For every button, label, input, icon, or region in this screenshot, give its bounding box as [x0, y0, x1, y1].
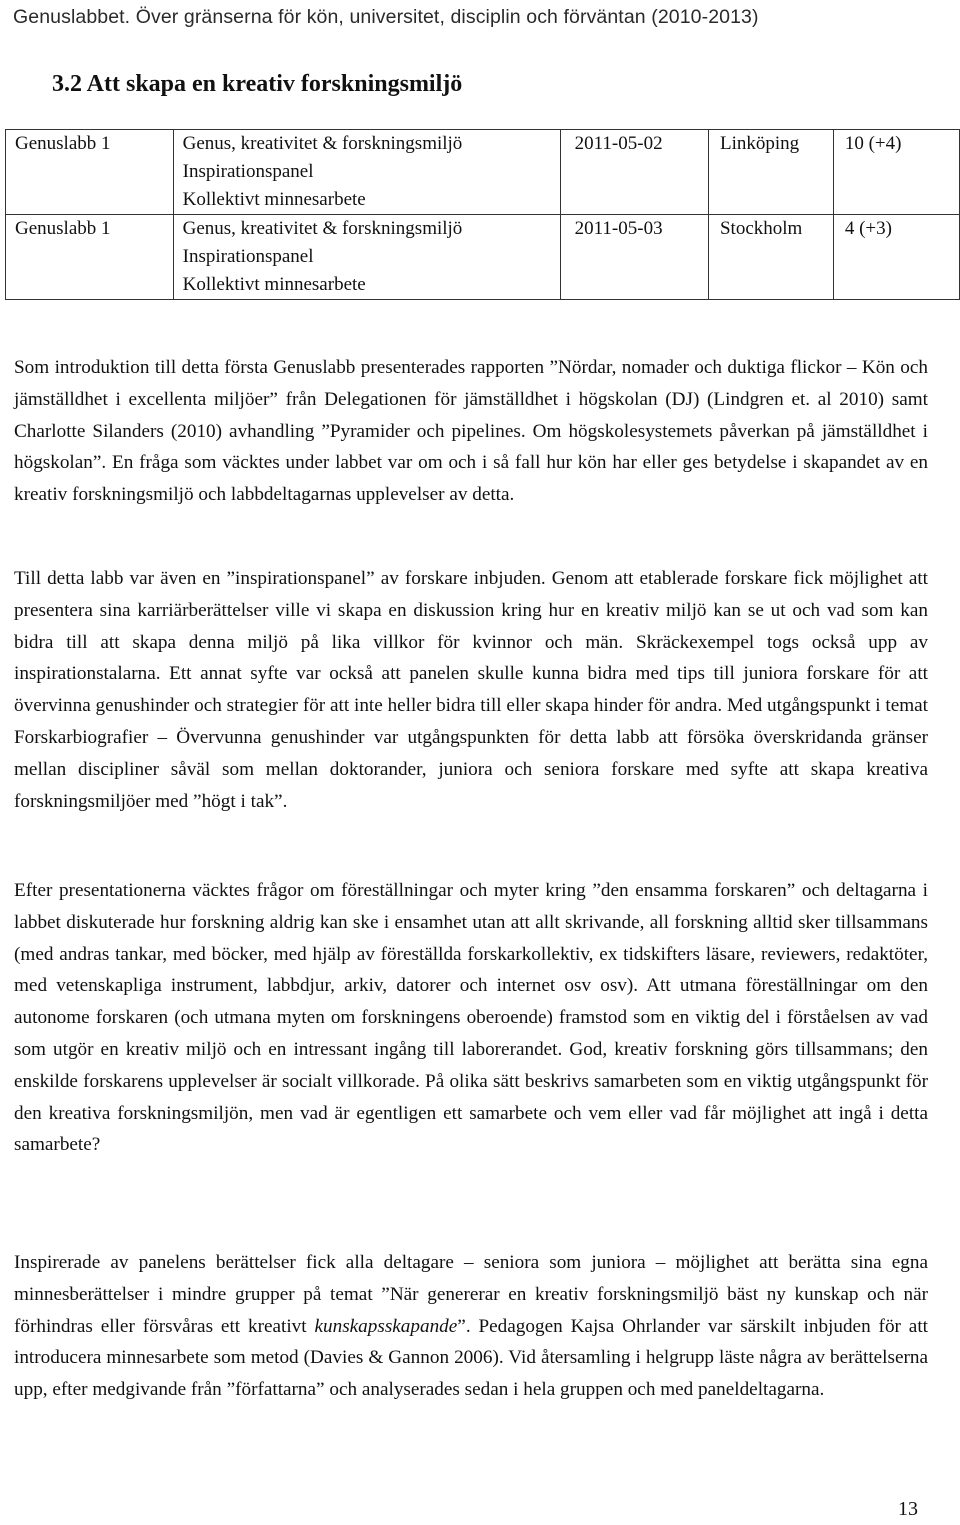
topic-cell — [173, 130, 560, 215]
participants-cell: 4 (+3) — [833, 215, 959, 300]
section-title: 3.2 Att skapa en kreativ forskningsmiljö — [52, 71, 463, 97]
table-row — [6, 215, 960, 300]
paragraph-3 — [14, 875, 928, 1161]
paragraph-text: Som introduktion till detta första Genuslabb presenterades rapporten ”Nördar, nomader och duktiga flickor – Kön och jämställdhet i excellenta miljöer” från Delegationen för jämställdhet i högskolan (DJ) (Lindgren et. al 2010) samt Charlotte Silanders (2010) avhandling ”Pyramider och pipelines. Om högskolesystemets påverkan på jämställdhet i högskolan”. En fråga som väcktes under labbet var om och i så fall hur kön har eller ges betydelse i skapandet av en kreativ forskningsmiljö och labbdeltagarnas upplevelser av detta. — [14, 357, 928, 506]
topic-line: Inspirationspanel — [182, 161, 314, 182]
emphasized-term: kunskapsskapande — [314, 1315, 458, 1337]
date-cell: 2011-05-02 — [560, 130, 708, 215]
paragraph-4 — [14, 1247, 928, 1406]
paragraph-text: Efter presentationerna väcktes frågor om föreställningar och myter kring ”den ensamma forskaren” och deltagarna i labbet diskuterade hur forskning aldrig kan ske i ensamhet utan att allt skrivande, all forskning alltid sker tillsammans (med andras tankar, med böcker, med hjälp av föreställda forskarkollektiv, ex tidskifters läsare, reviewers, redaktöter, med vetenskapliga instrument, labbdjur, arkiv, datorer och internet osv osv). Att utmana föreställningar om den autonome forskaren (och utmana myten om forskningens oberoende) framstod som en viktig del i förståelsen av vad som utgör en kreativ miljö och en intressant ingång till laborerandet. God, kreativ forskning görs tillsammans; den enskilde forskarens upplevelser är socialt villkorade. På olika sätt beskrivs samarbeten som en viktig utgångspunkt för den kreativa forskningsmiljön, men vad är egentligen ett samarbete och vem eller vad får möjlighet att ingå i detta samarbete? — [14, 880, 928, 1156]
topic-line: Kollektivt minnesarbete — [182, 274, 366, 295]
paragraph-2 — [14, 563, 928, 817]
paragraph-text-part: Inspirerade av panelens berättelser fick alla deltagare – seniora som juniora – möjlighet att berätta sina egna minnesberättelser i mindre grupper på temat ”När genererar en kreativ forskningsmiljö bäst ny kunskap och när förhindras eller försvåras ett kreativt — [14, 1252, 928, 1337]
date-cell: 2011-05-03 — [560, 215, 708, 300]
paragraph-text — [14, 1247, 928, 1406]
lab-cell: Genuslabb 1 — [6, 215, 174, 300]
topic-line: Genus, kreativitet & forskningsmiljö — [182, 133, 463, 154]
topic-line: Genus, kreativitet & forskningsmiljö — [182, 218, 463, 239]
events-table — [5, 129, 960, 300]
participants-cell: 10 (+4) — [833, 130, 959, 215]
paragraph-text-part: ”. Pedagogen Kajsa Ohrlander var särskilt inbjuden för att introducera minnesarbete som metod (Davies & Gannon 2006). Vid återsamling i helgrupp läste några av berättelserna upp, efter medgivande från ”författarna” och analyserades sedan i hela gruppen och med paneldeltagarna. — [14, 1315, 928, 1401]
page-number: 13 — [898, 1498, 918, 1520]
topic-line: Inspirationspanel — [182, 246, 314, 267]
city-cell: Linköping — [708, 130, 833, 215]
paragraph-1 — [14, 352, 928, 511]
table-row — [6, 130, 960, 215]
topic-cell — [173, 215, 560, 300]
lab-cell: Genuslabb 1 — [6, 130, 174, 215]
topic-line: Kollektivt minnesarbete — [182, 189, 366, 210]
paragraph-text: Till detta labb var även en ”inspirationspanel” av forskare inbjuden. Genom att etablerade forskare fick möjlighet att presentera sina karriärberättelser ville vi skapa en diskussion kring hur en kreativ miljö kan se ut och vad som kan bidra till att skapa denna miljö på lika villkor för kvinnor och män. Skräckexempel togs också upp av inspirationstalarna. Ett annat syfte var också att panelen skulle kunna bidra med tips till juniora forskare för att övervinna genushinder och strategier för att inte heller bidra till eller skapa hinder för andra. Med utgångspunkt i temat Forskarbiografier – Övervunna genushinder var utgångspunkten för detta labb att försöka överskridanda gränser mellan discipliner såväl som mellan doktorander, juniora och seniora forskare med syfte att skapa kreativa forskningsmiljöer med ”högt i tak”. — [14, 568, 928, 812]
city-cell: Stockholm — [708, 215, 833, 300]
running-header: Genuslabbet. Över gränserna för kön, universitet, disciplin och förväntan (2010-2013) — [13, 6, 759, 28]
